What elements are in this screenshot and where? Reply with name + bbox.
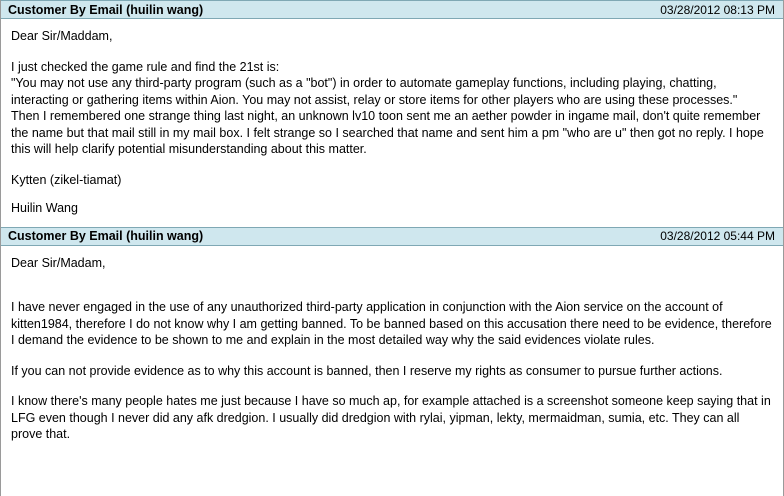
email-timestamp: 03/28/2012 08:13 PM (660, 2, 775, 17)
email-signoff-line: Huilin Wang (11, 201, 78, 215)
spacer (11, 158, 773, 172)
email-salutation: Dear Sir/Maddam, (11, 29, 113, 43)
email-sender-title: Customer By Email (huilin wang) (8, 2, 204, 17)
email-paragraph: "You may not use any third-party program (such as a "bot") in order to automate gameplay functions, including playing, chatting, interacting or gathering items within Aion. You may not assist, relay or store items for other players who are using these processes." (11, 76, 738, 107)
email-body (1, 246, 783, 447)
email-paragraph: Then I remembered one strange thing last night, an unknown lv10 toon sent me an aether powder in ingame mail, don't quite remember the name but that mail still in my mail box. I felt strange so I searched that name and sent him a pm "who are u" then got no reply. I hope this will help clarify potential misunderstanding about this matter. (11, 109, 768, 156)
email-body (1, 19, 783, 227)
email-paragraph: I know there's many people hates me just because I have so much ap, for example attached is a screenshot someone keep saying that in LFG even though I never did any afk dredgion. I usually did dredgion with rylai, yipman, lekty, mermaidman, sumia, etc. They can all prove that. (11, 394, 775, 441)
spacer (11, 285, 773, 299)
spacer (11, 188, 773, 200)
email-entry-header[interactable] (1, 227, 783, 246)
spacer (11, 271, 773, 285)
email-entry (1, 227, 783, 447)
email-entry (1, 0, 783, 227)
email-signoff-line: Kytten (zikel-tiamat) (11, 172, 122, 187)
spacer (11, 379, 773, 393)
email-paragraph: I just checked the game rule and find the 21st is: (11, 59, 280, 74)
spacer (11, 349, 773, 363)
email-entry-header[interactable] (1, 0, 783, 19)
email-timestamp: 03/28/2012 05:44 PM (660, 229, 775, 243)
email-paragraph: If you can not provide evidence as to why this account is banned, then I reserve my rights as consumer to pursue further actions. (11, 363, 723, 378)
email-paragraph: I have never engaged in the use of any unauthorized third-party application in conjunction with the Aion service on the account of kitten1984, therefore I do not know why I am getting banned. To be banned based on this accusation there need to be evidence, therefore I demand the evidence to be shown to me and explain in the most detailed way why the said evidences violate rules. (11, 300, 776, 347)
email-salutation: Dear Sir/Madam, (11, 255, 106, 270)
email-sender-title: Customer By Email (huilin wang) (8, 229, 204, 243)
spacer (11, 217, 773, 223)
spacer (11, 45, 773, 59)
